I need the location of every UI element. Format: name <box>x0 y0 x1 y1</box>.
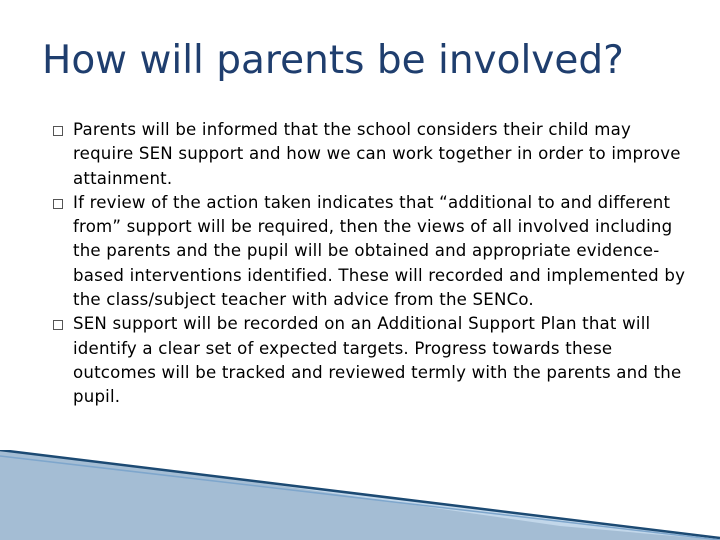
checkbox-bullet-icon <box>53 320 63 330</box>
bullet-text: Parents will be informed that the school considers their child may require SEN support and how we can work together in order to improve attainment. <box>73 120 681 188</box>
decorative-swoosh <box>0 450 720 540</box>
bullet-item <box>52 191 692 312</box>
bullet-text: SEN support will be recorded on an Additional Support Plan that will identify a clear set of expected targets. Progress towards these outcomes will be tracked and reviewed termly with the parents and the pupil. <box>73 314 682 407</box>
bullet-list <box>52 118 692 410</box>
bullet-item <box>52 118 692 191</box>
checkbox-bullet-icon <box>53 126 63 136</box>
slide-title: How will parents be involved? <box>42 38 624 83</box>
bullet-item <box>52 312 692 409</box>
checkbox-bullet-icon <box>53 199 63 209</box>
bullet-text: If review of the action taken indicates that “additional to and different from” support will be required, then the views of all involved including the parents and the pupil will be obtained and appropriate evidence-based interventions identified. These will recorded and implemented by the class/subject teacher with advice from the SENCo. <box>73 192 686 310</box>
